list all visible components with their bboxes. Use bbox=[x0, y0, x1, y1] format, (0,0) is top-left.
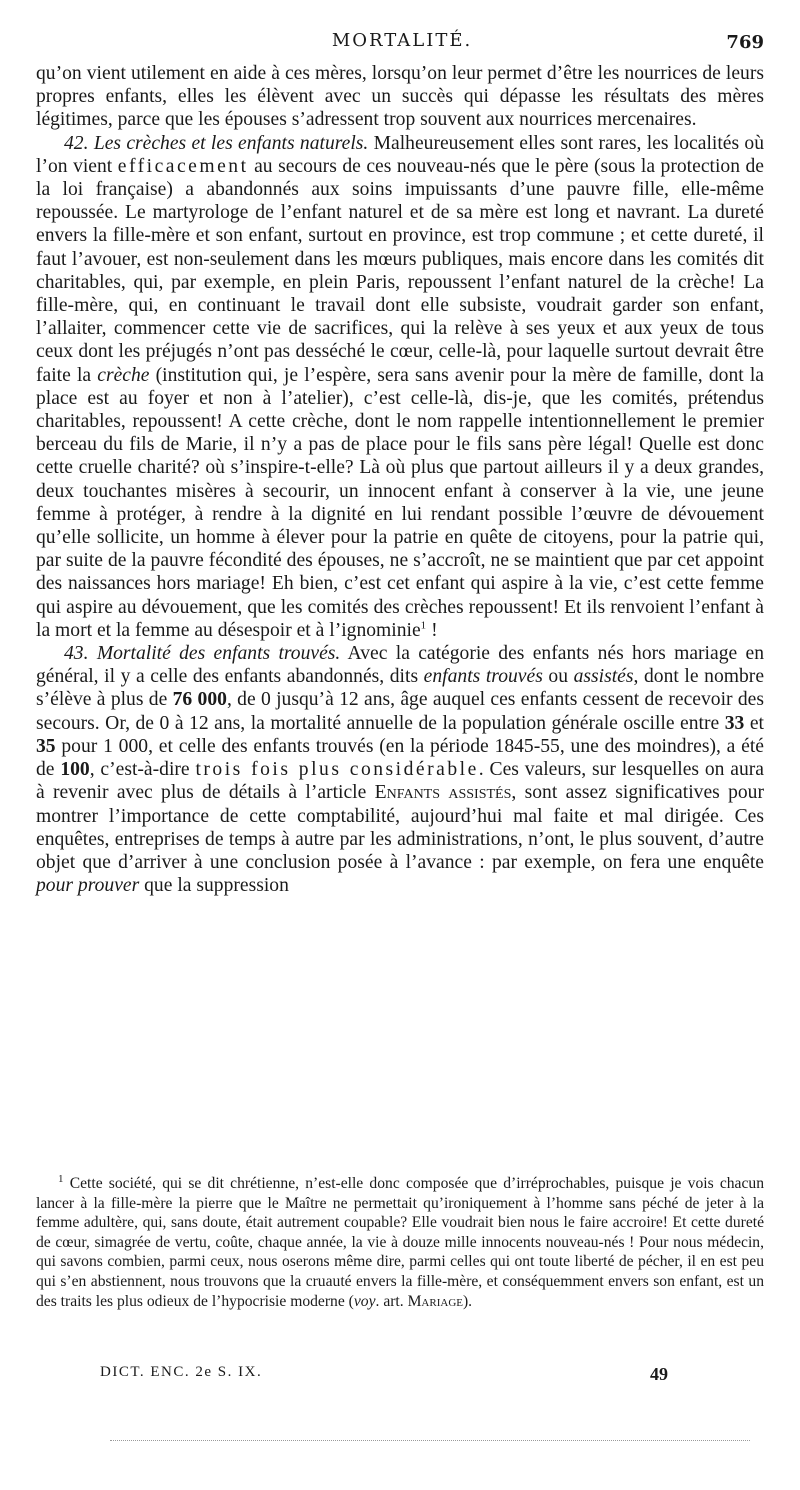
text-run: ). bbox=[462, 1292, 473, 1310]
text-run: ! bbox=[426, 619, 438, 641]
paragraph-42 bbox=[36, 132, 764, 642]
section-number: 43. bbox=[64, 643, 89, 665]
section-title: Mortalité des enfants trouvés. bbox=[96, 643, 341, 665]
text-run: Malheureusement elles sont rares, les localités où l’on vient bbox=[36, 132, 764, 177]
text-run: (institution qui, je l’espère, sera sans avenir pour la mère de famille, dont la place est au foyer et non à l’atelier), c’est celle-là, dis-je, que les comités, prétendus charitables, repoussent! A cette crèche, dont le nom rappelle intentionnellement le premier berceau du fils de Marie, il n’y a pas de place pour le fils sans père légal! Quelle est donc cette cruelle charité? où s’inspire-t-elle? Là où plus que partout ailleurs il y a deux grandes, deux touchantes misères à secourir, un innocent enfant à conserver à la vie, une jeune femme à protéger, à rendre à la dignité en lui rendant possible l’œuvre de dévouement qu’elle sollicite, un homme à élever pour la patrie en quête de citoyens, pour la patrie qui, par suite de la pauvre fécondité des épouses, ne s’accroît, ne se maintient que par cet appoint des naissances hors mariage! Eh bien, c’est cet enfant qui aspire à la vie, c’est cette femme qui aspire au dévouement, que les comités des crèches repoussent! Et ils renvoient l’enfant à la mort et la femme au désespoir et à l’ignominie bbox=[36, 364, 764, 641]
bold-number: 35 bbox=[36, 735, 56, 757]
footnote-marker: 1 bbox=[58, 1172, 64, 1185]
page-number: 769 bbox=[726, 32, 764, 53]
body-text bbox=[36, 62, 764, 897]
text-run: pour 1 000, et celle des enfants trouvés (en la période 1845-55, une des moindres), a été de bbox=[36, 735, 764, 781]
text-run: ou bbox=[542, 666, 574, 688]
footnote-reference[interactable]: 1 bbox=[420, 619, 427, 632]
bottom-rule bbox=[110, 1440, 750, 1441]
text-run: et bbox=[744, 712, 764, 734]
bold-number: 33 bbox=[724, 712, 745, 734]
spaced-emphasis: trois fois plus considérable bbox=[195, 759, 479, 781]
sheet-number: 49 bbox=[650, 1364, 668, 1384]
page-footer bbox=[100, 1364, 740, 1390]
spaced-emphasis: efficacement bbox=[117, 155, 249, 177]
footnote-area bbox=[36, 1174, 764, 1311]
signature-mark: DICT. ENC. 2e S. IX. bbox=[100, 1364, 263, 1380]
text-run: Cette société, qui se dit chrétienne, n’est-elle donc composée que d’irréprochables, puisque je vois chacun lancer à la fille-mère la pierre que le Maître ne permettait qu’ironiquement à l’homme sans péché de jeter à la femme adultère, qui, sans doute, était autrement coupable? Elle voudrait bien nous le faire accroire! Et cette dureté de cœur, simagrée de vertu, coûte, chaque année, la vie à douze mille innocents nouveau-nés ! Pour nous médecin, qui savons combien, parmi ceux, nous oserons même dire, parmi celles qui ont toute liberté de pécher, il en est peu qui s’en abstiennent, nous trouvons que la cruauté envers la fille-mère, et conséquemment envers son enfant, est un des traits les plus odieux de l’hypocrisie moderne ( bbox=[36, 1175, 764, 1310]
page-header bbox=[36, 30, 768, 58]
bold-number: 76 000 bbox=[172, 689, 227, 711]
footnote bbox=[36, 1174, 764, 1311]
article-reference[interactable]: Enfants assistés bbox=[374, 782, 512, 804]
text-run: . art. bbox=[375, 1292, 408, 1310]
article-reference[interactable]: Mariage bbox=[407, 1292, 463, 1310]
paragraph-43 bbox=[36, 642, 764, 897]
running-title: MORTALITÉ. bbox=[331, 30, 473, 51]
paragraph-continued: qu’on vient utilement en aide à ces mères, lorsqu’on leur permet d’être les nourrices de leurs propres enfants, elles les élèvent avec un succès qui dépasse les résultats des mères légitimes, parce que les épouses s’adressent trop souvent aux nourrices mercenaires. bbox=[36, 63, 764, 131]
section-number: 42. bbox=[64, 132, 89, 154]
text-run: , dont le nombre s’élève à plus de bbox=[36, 666, 765, 711]
bold-number: 100 bbox=[60, 759, 90, 781]
text-run: , sont assez significatives pour montrer l’importance de cette comptabilité, aujourd’hui mal faite et mal dirigée. Ces enquêtes, entreprises de temps à autre par les administrations, n’ont, le plus souvent, d’autre objet que d’arriver à une conclusion posée à l’avance : par exemple, on fera une enquête bbox=[36, 782, 765, 873]
text-run: que la suppression bbox=[139, 875, 289, 897]
italic-term: enfants trouvés bbox=[423, 666, 543, 688]
italic-term: assistés bbox=[573, 666, 634, 688]
text-run: . Ces valeurs, sur lesquelles on aura à revenir avec plus de détails à l’article bbox=[36, 759, 764, 804]
italic-term: pour prouver bbox=[36, 875, 140, 897]
text-run: Avec la catégorie des enfants nés hors mariage en général, il y a celle des enfants abandonnés, dits bbox=[36, 643, 764, 688]
italic-term: crèche bbox=[97, 364, 150, 386]
italic-term: voy bbox=[353, 1292, 376, 1310]
text-run: , c’est-à-dire bbox=[89, 759, 196, 781]
section-title: Les crèches et les enfants naturels. bbox=[93, 132, 369, 154]
text-run: au secours de ces nouveau-nés que le père (sous la protection de la loi française) a abandonnés aux soins impuissants d’une pauvre fille, elle-même repoussée. Le martyrologe de l’enfant naturel et de sa mère est long et navrant. La dureté envers la fille-mère et son enfant, surtout en province, est trop commune ; et cette dureté, il faut l’avouer, est non-seulement dans les mœurs publiques, mais encore dans les comités dit charitables, qui, par exemple, en plein Paris, repoussent l’enfant naturel de la crèche! La fille-mère, qui, en continuant le travail dont elle subsiste, voudrait garder son enfant, l’allaiter, commencer cette vie de sacrifices, qui la relève à ses yeux et aux yeux de tous ceux dont les préjugés n’ont pas desséché le cœur, celle-là, pour laquelle surtout devrait être faite la bbox=[36, 155, 764, 386]
text-run: , de 0 jusqu’à 12 ans, âge auquel ces enfants cessent de recevoir des secours. Or, de 0 à 12 ans, la mortalité annuelle de la population générale oscille entre bbox=[36, 689, 764, 734]
